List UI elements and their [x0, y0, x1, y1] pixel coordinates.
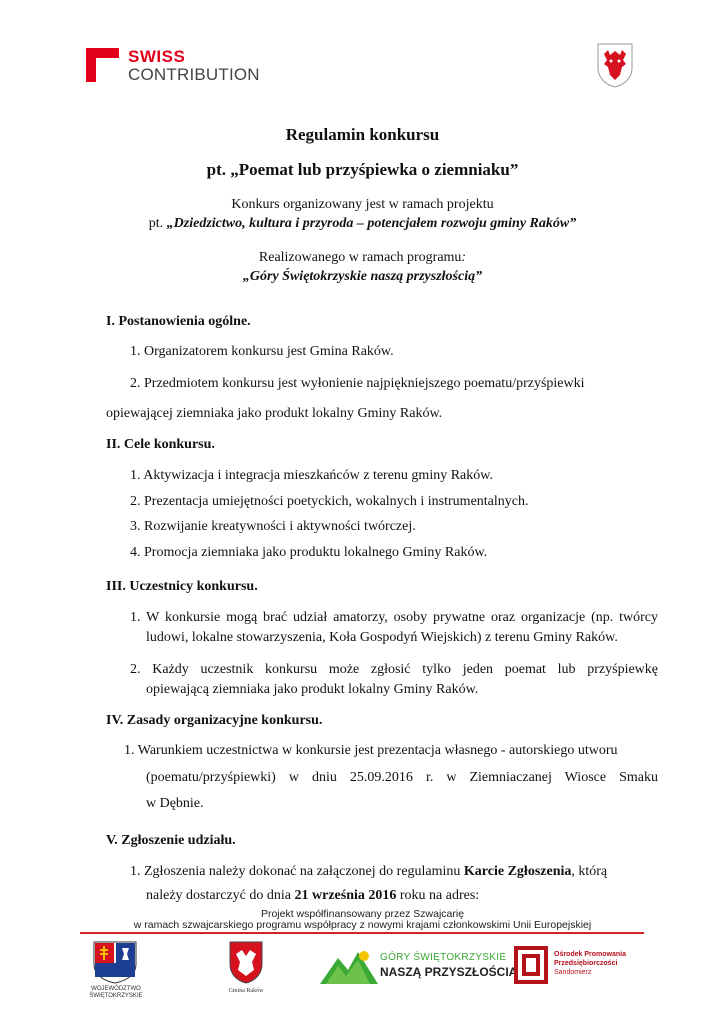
project-name: „Dziedzictwo, kultura i przyroda – potencjałem rozwoju gminy Raków”	[166, 216, 577, 231]
list-item: 1. W konkursie mogą brać udział amatorzy, osoby prywatne oraz organizacje (np. twórcy	[130, 610, 658, 625]
swiss-logo-line1: SWISS	[128, 47, 186, 66]
logo1-text1: WOJEWÓDZTWO	[91, 986, 141, 992]
logo1-text2: ŚWIĘTOKRZYSKIE	[89, 993, 143, 999]
gory-swietokrzyskie-logo	[320, 944, 518, 994]
list-item-continuation: w Dębnie.	[146, 796, 204, 811]
intro-line1: Konkurs organizowany jest w ramach projektu	[231, 197, 494, 212]
list-item-continuation: ludowi, lokalne stowarzyszenia, Koła Gospodyń Wiejskich) z terenu Gminy Raków.	[146, 630, 618, 645]
list-item-text: roku na adres:	[396, 888, 480, 903]
list-item-text: należy dostarczyć do dnia	[146, 888, 295, 903]
intro-line3-text: Realizowanego w ramach programu	[258, 250, 462, 265]
ospp-mark-icon	[514, 946, 548, 984]
footer-line2: w ramach szwajcarskiego programu współpracy z nowymi krajami członkowskimi Unii Europejskiej	[133, 919, 592, 931]
page-title: Regulamin konkursu	[285, 125, 440, 144]
list-item-continuation	[146, 888, 479, 904]
list-item	[130, 864, 607, 880]
logo3-text1: GÓRY ŚWIĘTOKRZYSKIE	[380, 952, 507, 963]
wojewodztwo-logo	[86, 940, 146, 1002]
swiss-logo-line2: CONTRIBUTION	[128, 65, 260, 84]
section-1-heading: I. Postanowienia ogólne.	[106, 314, 251, 329]
list-item: 2. Przedmiotem konkursu jest wyłonienie najpiękniejszego poematu/przyśpiewki	[130, 376, 585, 391]
gmina-rakow-logo	[224, 940, 268, 1002]
intro-line2-prefix: pt.	[148, 216, 167, 231]
list-item-continuation: opiewającą ziemniaka jako produkt lokalny Gminy Raków.	[146, 682, 479, 697]
deadline-date: 21 września 2016	[294, 888, 397, 903]
list-item-text: , którą	[571, 864, 608, 879]
list-item: 1. Warunkiem uczestnictwa w konkursie jest prezentacja własnego - autorskiego utworu	[124, 743, 618, 758]
footer-line1: Projekt współfinansowany przez Szwajcarię	[260, 908, 465, 920]
swiss-logo-mark	[86, 48, 119, 82]
form-name: Karcie Zgłoszenia	[463, 864, 572, 879]
list-item: 1. Aktywizacja i integracja mieszkańców z terenu gminy Raków.	[130, 468, 493, 483]
logo4-text3: Sandomierz	[554, 969, 592, 976]
list-item: 3. Rozwijanie kreatywności i aktywności twórczej.	[130, 519, 416, 534]
logo3-text2: NASZĄ PRZYSZŁOŚCIĄ	[380, 965, 518, 979]
list-item-continuation: opiewającej ziemniaka jako produkt lokalny Gminy Raków.	[106, 406, 443, 421]
mountains-icon	[320, 948, 378, 986]
list-item: 1. Organizatorem konkursu jest Gmina Raków.	[130, 344, 394, 359]
list-item: 2. Prezentacja umiejętności poetyckich, wokalnych i instrumentalnych.	[130, 494, 529, 509]
intro-line3	[0, 250, 725, 266]
section-5-heading: V. Zgłoszenie udziału.	[106, 833, 236, 848]
wojewodztwo-crest-icon	[92, 940, 138, 984]
logo4-text2: Przedsiębiorczości	[554, 960, 618, 967]
intro-line2	[0, 216, 725, 232]
gmina-crest-icon	[228, 940, 264, 984]
footer-divider	[80, 932, 644, 934]
logo4-text1: Ośrodek Promowania	[554, 951, 626, 958]
ospp-sandomierz-logo	[514, 944, 648, 994]
rakow-crest-icon	[596, 42, 634, 88]
list-item: 4. Promocja ziemniaka jako produktu lokalnego Gminy Raków.	[130, 545, 488, 560]
section-2-heading: II. Cele konkursu.	[106, 437, 215, 452]
logo2-text: Gmina Raków	[228, 988, 264, 994]
program-name: „Góry Świętokrzyskie naszą przyszłością”	[242, 269, 483, 284]
page-subtitle: pt. „Poemat lub przyśpiewka o ziemniaku”	[206, 160, 519, 179]
list-item-text: 1. Zgłoszenia należy dokonać na załączonej do regulaminu	[130, 864, 464, 879]
section-3-heading: III. Uczestnicy konkursu.	[106, 579, 258, 594]
intro-line3-suffix: :	[461, 250, 467, 265]
list-item-continuation: (poematu/przyśpiewki) w dniu 25.09.2016 r. w Ziemniaczanej Wiosce Smaku	[146, 770, 658, 785]
swiss-contribution-logo	[86, 48, 276, 88]
list-item: 2. Każdy uczestnik konkursu może zgłosić tylko jeden poemat lub przyśpiewkę	[130, 662, 658, 677]
section-4-heading: IV. Zasady organizacyjne konkursu.	[106, 713, 323, 728]
